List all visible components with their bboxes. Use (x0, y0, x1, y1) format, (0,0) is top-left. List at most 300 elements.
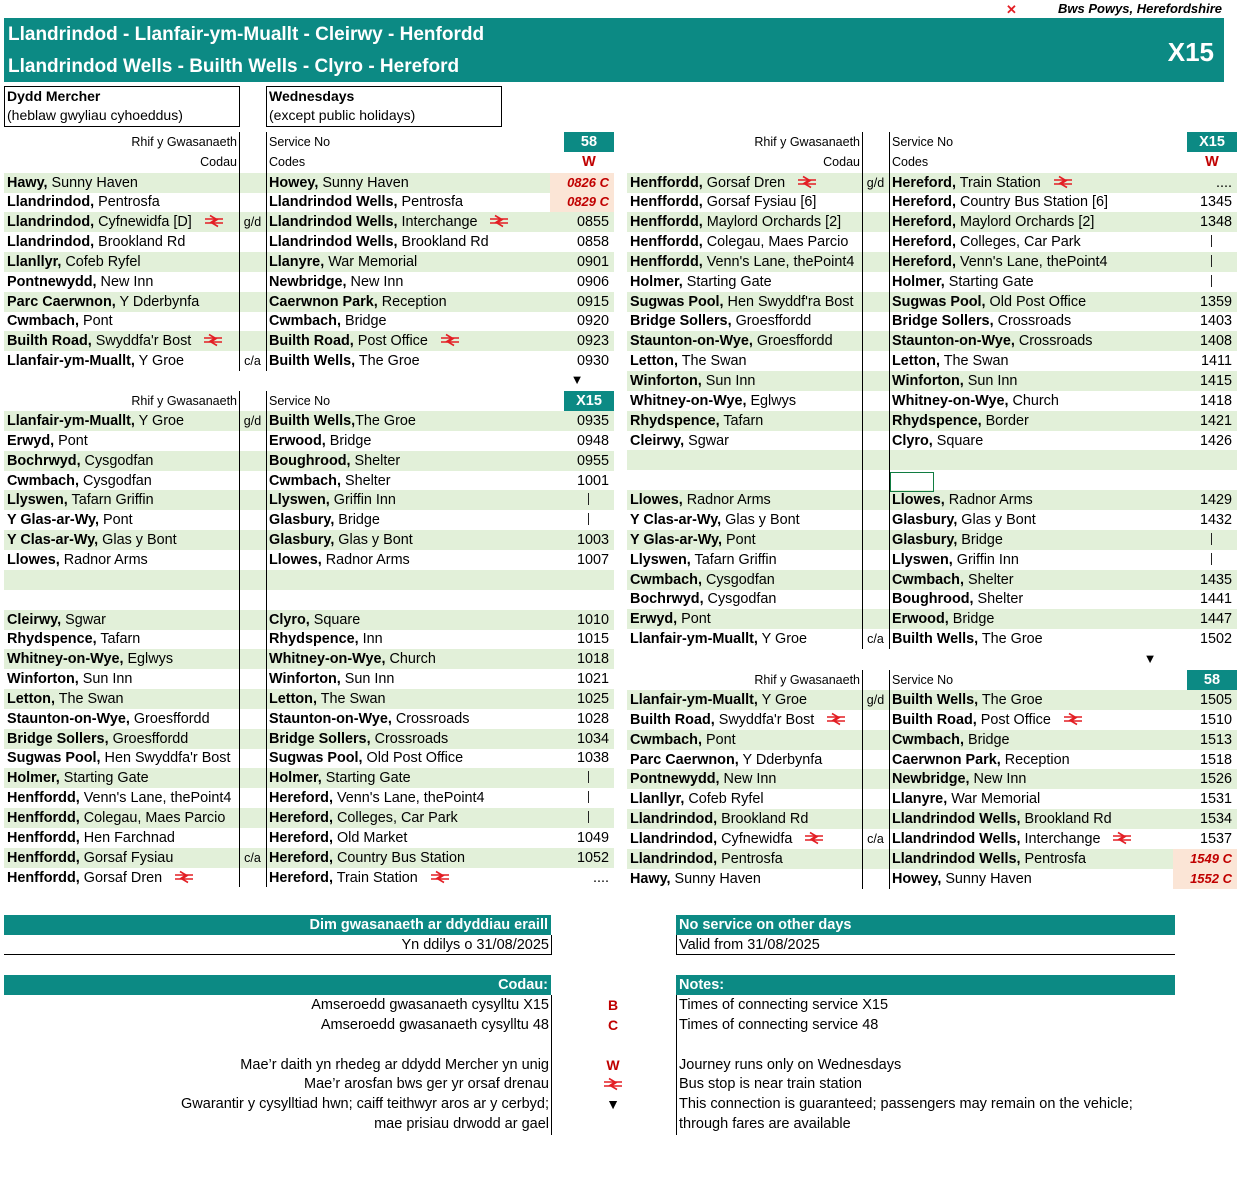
column-divider (266, 132, 267, 371)
stop-welsh-place: Cysgodfan (701, 571, 775, 588)
stop-english-place: Venn's Lane, thePoint4 (955, 253, 1108, 270)
stop-english-town: Letton, (269, 690, 317, 707)
stop-welsh-town: Henffordd, (630, 194, 703, 211)
stop-english (266, 471, 550, 491)
stop-english-town: Whitney-on-Wye, (269, 651, 386, 668)
day-box-welsh (4, 86, 240, 127)
stop-code (239, 788, 266, 808)
stop-code: c/a (244, 354, 261, 369)
stop-english-place: Square (932, 432, 984, 449)
departure-time: 0855 (576, 214, 609, 231)
no-service-header-english: No service on other days (676, 915, 1175, 935)
day-code: W (1205, 154, 1219, 170)
stop-welsh-town: Bochrwyd, (7, 452, 81, 469)
stop-english-town: Llowes, (892, 492, 945, 509)
stop-welsh (4, 272, 239, 292)
stop-code (239, 828, 266, 848)
stop-welsh-town: Llanfair-ym-Muallt, (7, 413, 135, 429)
departure-time: 0920 (576, 313, 609, 330)
train-station-icon (174, 871, 194, 883)
timetable-row (4, 292, 614, 312)
stop-welsh (627, 272, 862, 292)
timetable-row (627, 589, 1237, 609)
stop-welsh (627, 411, 862, 431)
departure-time (1173, 530, 1237, 550)
stop-welsh-place: Brookland Rd (94, 234, 186, 251)
stop-welsh (627, 869, 862, 889)
stop-welsh-town: Y Clas-ar-Wy, (630, 511, 722, 528)
stop-english-place: The Groe (355, 413, 416, 429)
stop-english (889, 510, 1173, 530)
note-english: through fares are available (679, 1116, 851, 1133)
timetable-row (627, 510, 1237, 530)
stop-english-place: Square (309, 611, 361, 628)
note-english: Times of connecting service 48 (679, 1016, 879, 1033)
stop-welsh (4, 471, 239, 491)
stop-english-place: Sunny Haven (318, 174, 409, 191)
stop-welsh-place: Pont (721, 531, 756, 548)
stop-english (889, 530, 1173, 550)
stop-english-town: Llandrindod Wells, (892, 850, 1021, 867)
note-welsh (4, 1035, 551, 1055)
stop-english-place: Sunny Haven (941, 870, 1032, 887)
passes-without-stopping-mark (1211, 533, 1212, 545)
departure-time: 1403 (1199, 313, 1232, 330)
stop-welsh-place: Tafarn (96, 631, 141, 648)
stop-english-place: Bridge (948, 611, 995, 628)
stop-welsh-town: Pontnewydd, (7, 273, 97, 290)
stop-english (266, 649, 550, 669)
timetable-row (627, 730, 1237, 750)
service-number: X15 (1187, 132, 1237, 152)
stop-english-place: New Inn (969, 771, 1027, 788)
stop-english-place: Train Station (955, 174, 1041, 191)
stop-english (889, 351, 1173, 371)
stop-welsh-place: Gorsaf Dren (79, 869, 163, 886)
stop-welsh-town: Henffordd, (630, 174, 703, 191)
stop-welsh (627, 570, 862, 590)
stop-welsh-place: Pont (677, 611, 711, 628)
stop-english-place: Post Office (976, 711, 1051, 728)
stop-welsh-town: Rhydspence, (7, 631, 97, 648)
train-station-icon (1053, 176, 1073, 188)
passes-without-stopping-mark (588, 771, 589, 783)
route-title-english: Llandrindod Wells - Builth Wells - Clyro - Hereford (8, 56, 460, 77)
stop-english-town: Builth Wells, (892, 692, 979, 708)
stop-english (889, 411, 1173, 431)
stop-welsh-town: Llanfair-ym-Muallt, (630, 631, 758, 648)
stop-welsh (4, 570, 239, 590)
stop-welsh (627, 550, 862, 570)
timetable-row (4, 351, 614, 371)
stop-welsh-town: Winforton, (7, 671, 79, 688)
stop-code (862, 252, 889, 272)
departure-time: 1345 (1199, 194, 1232, 211)
divider (676, 995, 677, 1135)
departure-time: 1505 (1199, 692, 1232, 708)
notes-header-english: Notes: (676, 975, 1175, 995)
timetable-row (4, 768, 614, 788)
stop-english-place: Shelter (973, 591, 1024, 608)
stop-english-place: Shelter (350, 452, 401, 469)
service-number: X15 (564, 391, 614, 411)
departure-time (550, 590, 614, 610)
timetable-row (4, 451, 614, 471)
departure-time: 1552 C (1173, 869, 1237, 889)
stop-english (266, 570, 550, 590)
codes-header-row (4, 152, 614, 172)
key-symbol: C (607, 1016, 619, 1033)
stop-welsh-town: Cwmbach, (630, 571, 702, 588)
departure-time: 1034 (576, 730, 609, 747)
departure-time: 1411 (1201, 353, 1232, 370)
stop-welsh (627, 769, 862, 789)
stop-english (266, 431, 550, 451)
departure-time (1173, 232, 1237, 252)
stop-welsh (4, 610, 239, 630)
stop-welsh-place: Cofeb Ryfel (61, 253, 141, 270)
stop-welsh (4, 649, 239, 669)
stop-welsh (627, 690, 862, 710)
stop-code (239, 709, 266, 729)
departure-time (550, 510, 614, 530)
stop-welsh-town: Erwyd, (7, 432, 55, 449)
stop-english-place: Maylord Orchards [2] (955, 214, 1095, 231)
timetable-row (4, 808, 614, 828)
column-divider (889, 670, 890, 889)
timetable-row (4, 252, 614, 272)
stop-english (889, 609, 1173, 629)
stop-english (266, 490, 550, 510)
stop-welsh (627, 490, 862, 510)
stop-english-town: Hereford, (269, 869, 333, 886)
timetable-row (627, 829, 1237, 849)
stop-welsh-town: Bridge Sollers, (7, 730, 109, 747)
label-service-welsh: Rhif y Gwasanaeth (131, 394, 237, 408)
stop-welsh-town: Cwmbach, (7, 313, 79, 330)
timetable-row (4, 490, 614, 510)
stop-welsh-place: Cyfnewidfa (717, 830, 793, 847)
stop-welsh-place: Y Groe (757, 631, 808, 648)
stop-code (862, 311, 889, 331)
timetable-row (627, 292, 1237, 312)
stop-welsh-town: Builth Road, (630, 711, 715, 728)
timetable-row (627, 769, 1237, 789)
stop-english-place: Starting Gate (321, 770, 411, 787)
timetable-row (627, 450, 1237, 470)
stop-welsh (4, 689, 239, 709)
stop-code (862, 391, 889, 411)
stop-english-town: Llyswen, (892, 551, 953, 568)
stop-welsh (4, 550, 239, 570)
stop-english-place: Shelter (340, 472, 391, 489)
stop-english-town: Boughrood, (269, 452, 351, 469)
departure-time: 1534 (1199, 811, 1232, 828)
stop-english-town: Llandrindod Wells, (892, 811, 1021, 828)
stop-welsh (627, 849, 862, 869)
stop-welsh-place: Sun Inn (78, 671, 133, 688)
timetable-row (4, 272, 614, 292)
timetable-row (627, 629, 1237, 649)
departure-time: 1526 (1199, 771, 1232, 788)
stop-welsh (4, 808, 239, 828)
stop-english-town: Winforton, (892, 373, 964, 389)
departure-time (550, 808, 614, 828)
stop-welsh-place: The Swan (54, 690, 124, 707)
stop-welsh-place: Pont (54, 432, 88, 449)
stop-welsh (4, 848, 239, 868)
stop-english (266, 689, 550, 709)
stop-english-place: Old Market (332, 829, 408, 846)
stop-welsh-place: The Swan (677, 353, 747, 370)
stop-english-place: Bridge (325, 432, 372, 449)
timetable-row (627, 311, 1237, 331)
stop-english-place: Interchange (1020, 830, 1101, 847)
stop-code: g/d (866, 175, 885, 190)
timetable-row (627, 869, 1237, 889)
stop-welsh-town: Holmer, (630, 273, 683, 290)
stop-welsh (627, 609, 862, 629)
departure-time: 0955 (576, 452, 609, 469)
departure-time (550, 570, 614, 590)
timetable-row (627, 750, 1237, 770)
stop-welsh-place: Starting Gate (682, 273, 772, 290)
stop-code (239, 431, 266, 451)
stop-english-town: Llandrindod Wells, (269, 194, 398, 211)
stop-welsh-town: Bochrwyd, (630, 591, 704, 608)
stop-code (862, 530, 889, 550)
departure-time: 1018 (576, 651, 609, 668)
label-codes-welsh: Codau (823, 155, 860, 169)
selected-cell[interactable] (890, 472, 934, 492)
timetable-row (627, 849, 1237, 869)
stop-english-place: The Swan (316, 690, 386, 707)
timetable-row (627, 232, 1237, 252)
departure-time: 1502 (1199, 631, 1232, 648)
operator-logo-icon: ✕ (1006, 2, 1017, 17)
stop-english-town: Bridge Sollers, (892, 313, 994, 330)
departure-time: 0915 (576, 293, 609, 310)
label-codes-english: Codes (892, 155, 929, 169)
stop-english-town: Sugwas Pool, (892, 293, 986, 310)
stop-welsh (627, 192, 862, 212)
stop-english (889, 710, 1173, 730)
departure-time: 1052 (576, 849, 609, 866)
label-service-welsh: Rhif y Gwasanaeth (131, 135, 237, 149)
service-number: 58 (1187, 670, 1237, 690)
stop-welsh (4, 788, 239, 808)
stop-english-town: Glasbury, (269, 512, 335, 529)
stop-welsh (627, 331, 862, 351)
timetable-row (4, 868, 614, 888)
stop-welsh (627, 730, 862, 750)
stop-welsh-town: Llanllyr, (630, 791, 685, 808)
stop-welsh (627, 252, 862, 272)
timetable-row (4, 530, 614, 550)
stop-welsh-town: Llowes, (7, 551, 60, 568)
stop-code (862, 849, 889, 869)
stop-welsh (4, 709, 239, 729)
day-box-english (266, 86, 502, 127)
departure-time: 1435 (1199, 571, 1232, 588)
stop-english-town: Glasbury, (269, 532, 335, 549)
departure-time (550, 490, 614, 510)
departure-time: 0901 (576, 253, 609, 270)
stop-english-town: Builth Wells, (269, 353, 356, 370)
timetable-row (4, 192, 614, 212)
stop-english-town: Staunton-on-Wye, (892, 333, 1015, 350)
stop-welsh (627, 829, 862, 849)
stop-welsh (4, 252, 239, 272)
stop-english (266, 252, 550, 272)
stop-welsh-place: Radnor Arms (682, 492, 771, 509)
day-english: Wednesdays (269, 88, 355, 104)
stop-welsh-place: Venn's Lane, thePoint4 (79, 790, 232, 807)
departure-time: .... (1216, 174, 1232, 191)
stop-english-town: Llanyre, (892, 791, 948, 808)
stop-welsh-place: Starting Gate (59, 770, 149, 787)
stop-english-place: Old Post Office (985, 293, 1087, 310)
stop-welsh-town: Llandrindod, (630, 850, 718, 867)
stop-code: c/a (244, 850, 261, 865)
stop-welsh-place: Groesffordd (752, 333, 833, 350)
stop-welsh-town: Y Glas-ar-Wy, (7, 512, 99, 529)
stop-welsh-town: Henffordd, (7, 869, 80, 886)
stop-english-place: Sun Inn (963, 373, 1018, 389)
stop-code (862, 470, 889, 490)
departure-time: 1513 (1199, 731, 1232, 748)
stop-english-place: Griffin Inn (952, 551, 1019, 568)
stop-welsh-town: Cleirwy, (7, 611, 62, 628)
stop-code (239, 292, 266, 312)
codes-header-welsh: Codau: (4, 975, 551, 995)
departure-time (550, 788, 614, 808)
note-english: Times of connecting service X15 (679, 997, 889, 1013)
stop-code (862, 371, 889, 391)
stop-english (266, 173, 550, 193)
stop-code (239, 530, 266, 550)
departure-time: 0935 (576, 413, 609, 429)
divider (4, 954, 551, 955)
stop-welsh (4, 530, 239, 550)
stop-welsh-town: Henffordd, (630, 234, 703, 251)
stop-english-place: Pentrosfa (397, 194, 464, 211)
stop-english (266, 729, 550, 749)
timetable-row (627, 609, 1237, 629)
stop-english (266, 232, 550, 252)
stop-welsh-place: Groesffordd (108, 730, 189, 747)
stop-english-town: Hereford, (269, 849, 333, 866)
stop-english-town: Hereford, (892, 194, 956, 211)
note-welsh: Amseroedd gwasanaeth cysylltu 48 (320, 1016, 549, 1033)
stop-english-place: War Memorial (947, 791, 1041, 808)
stop-welsh-place: Sgwar (61, 611, 106, 628)
valid-from-english: Valid from 31/08/2025 (679, 937, 820, 953)
train-station-icon (603, 1078, 623, 1090)
stop-welsh (627, 710, 862, 730)
stop-welsh (627, 470, 862, 490)
stop-code (862, 232, 889, 252)
stop-english-place: Venn's Lane, thePoint4 (332, 790, 485, 807)
stop-welsh-place: Hen Swyddf'ra Bost (723, 293, 854, 310)
stop-english-place: New Inn (346, 273, 404, 290)
stop-code (862, 570, 889, 590)
stop-code (862, 730, 889, 750)
stop-english-town: Cwmbach, (269, 313, 341, 330)
stop-english-town: Howey, (269, 174, 319, 191)
timetable-row (4, 471, 614, 491)
timetable-row (4, 431, 614, 451)
stop-code: g/d (243, 215, 262, 230)
stop-welsh (627, 530, 862, 550)
stop-welsh (627, 629, 862, 649)
stop-english-town: Sugwas Pool, (269, 750, 363, 767)
stop-english (889, 550, 1173, 570)
stop-english-place: Country Bus Station (332, 849, 465, 866)
stop-english (266, 748, 550, 768)
stop-english (266, 192, 550, 212)
stop-english (266, 828, 550, 848)
departure-time: 1010 (576, 611, 609, 628)
stop-welsh (4, 590, 239, 610)
label-codes-welsh: Codau (200, 155, 237, 169)
key-symbol: ▼ (606, 1096, 620, 1113)
service-header-row (4, 132, 614, 152)
stop-english-place: Brookland Rd (1020, 811, 1112, 828)
stop-english-town: Hereford, (269, 790, 333, 807)
stop-english-place: Colleges, Car Park (332, 810, 458, 826)
timetable-row (4, 669, 614, 689)
stop-english-place: Reception (1000, 751, 1070, 768)
stop-english-town: Builth Road, (269, 333, 354, 350)
departure-time: 1003 (576, 532, 609, 549)
stop-code (862, 450, 889, 470)
departure-time: 1007 (576, 551, 609, 568)
stop-welsh (4, 311, 239, 331)
departure-time: 1418 (1199, 392, 1232, 409)
stop-code (862, 609, 889, 629)
stop-welsh-place: Swyddfa'r Bost (714, 711, 815, 728)
stop-welsh (627, 510, 862, 530)
departure-time: 1025 (576, 690, 609, 707)
stop-welsh-place: Y Dderbynfa (115, 293, 200, 310)
route-number: X15 (1167, 37, 1214, 67)
service-number: 58 (564, 132, 614, 152)
stop-english-town: Holmer, (269, 770, 322, 787)
stop-welsh-place: Maylord Orchards [2] (702, 214, 842, 231)
note-english: Bus stop is near train station (679, 1076, 862, 1093)
stop-welsh-place: Sunny Haven (670, 870, 761, 887)
stop-welsh (4, 431, 239, 451)
stop-welsh-town: Parc Caerwnon, (7, 293, 116, 310)
stop-welsh (627, 351, 862, 371)
train-station-icon (804, 832, 824, 844)
timetable-row (627, 690, 1237, 710)
key-symbol: B (607, 997, 619, 1013)
stop-english (266, 610, 550, 630)
departure-time (1173, 550, 1237, 570)
departure-time: 1518 (1199, 751, 1232, 768)
stop-welsh-town: Llanfair-ym-Muallt, (7, 353, 135, 370)
stop-welsh-town: Bridge Sollers, (630, 313, 732, 330)
stop-welsh (4, 173, 239, 193)
note-welsh: Amseroedd gwasanaeth cysylltu X15 (311, 997, 549, 1013)
timetable-row (4, 550, 614, 570)
stop-welsh-town: Parc Caerwnon, (630, 751, 739, 768)
stop-welsh-town: Henffordd, (7, 829, 80, 846)
stop-english-place: Country Bus Station [6] (955, 194, 1108, 211)
timetable-row (627, 351, 1237, 371)
